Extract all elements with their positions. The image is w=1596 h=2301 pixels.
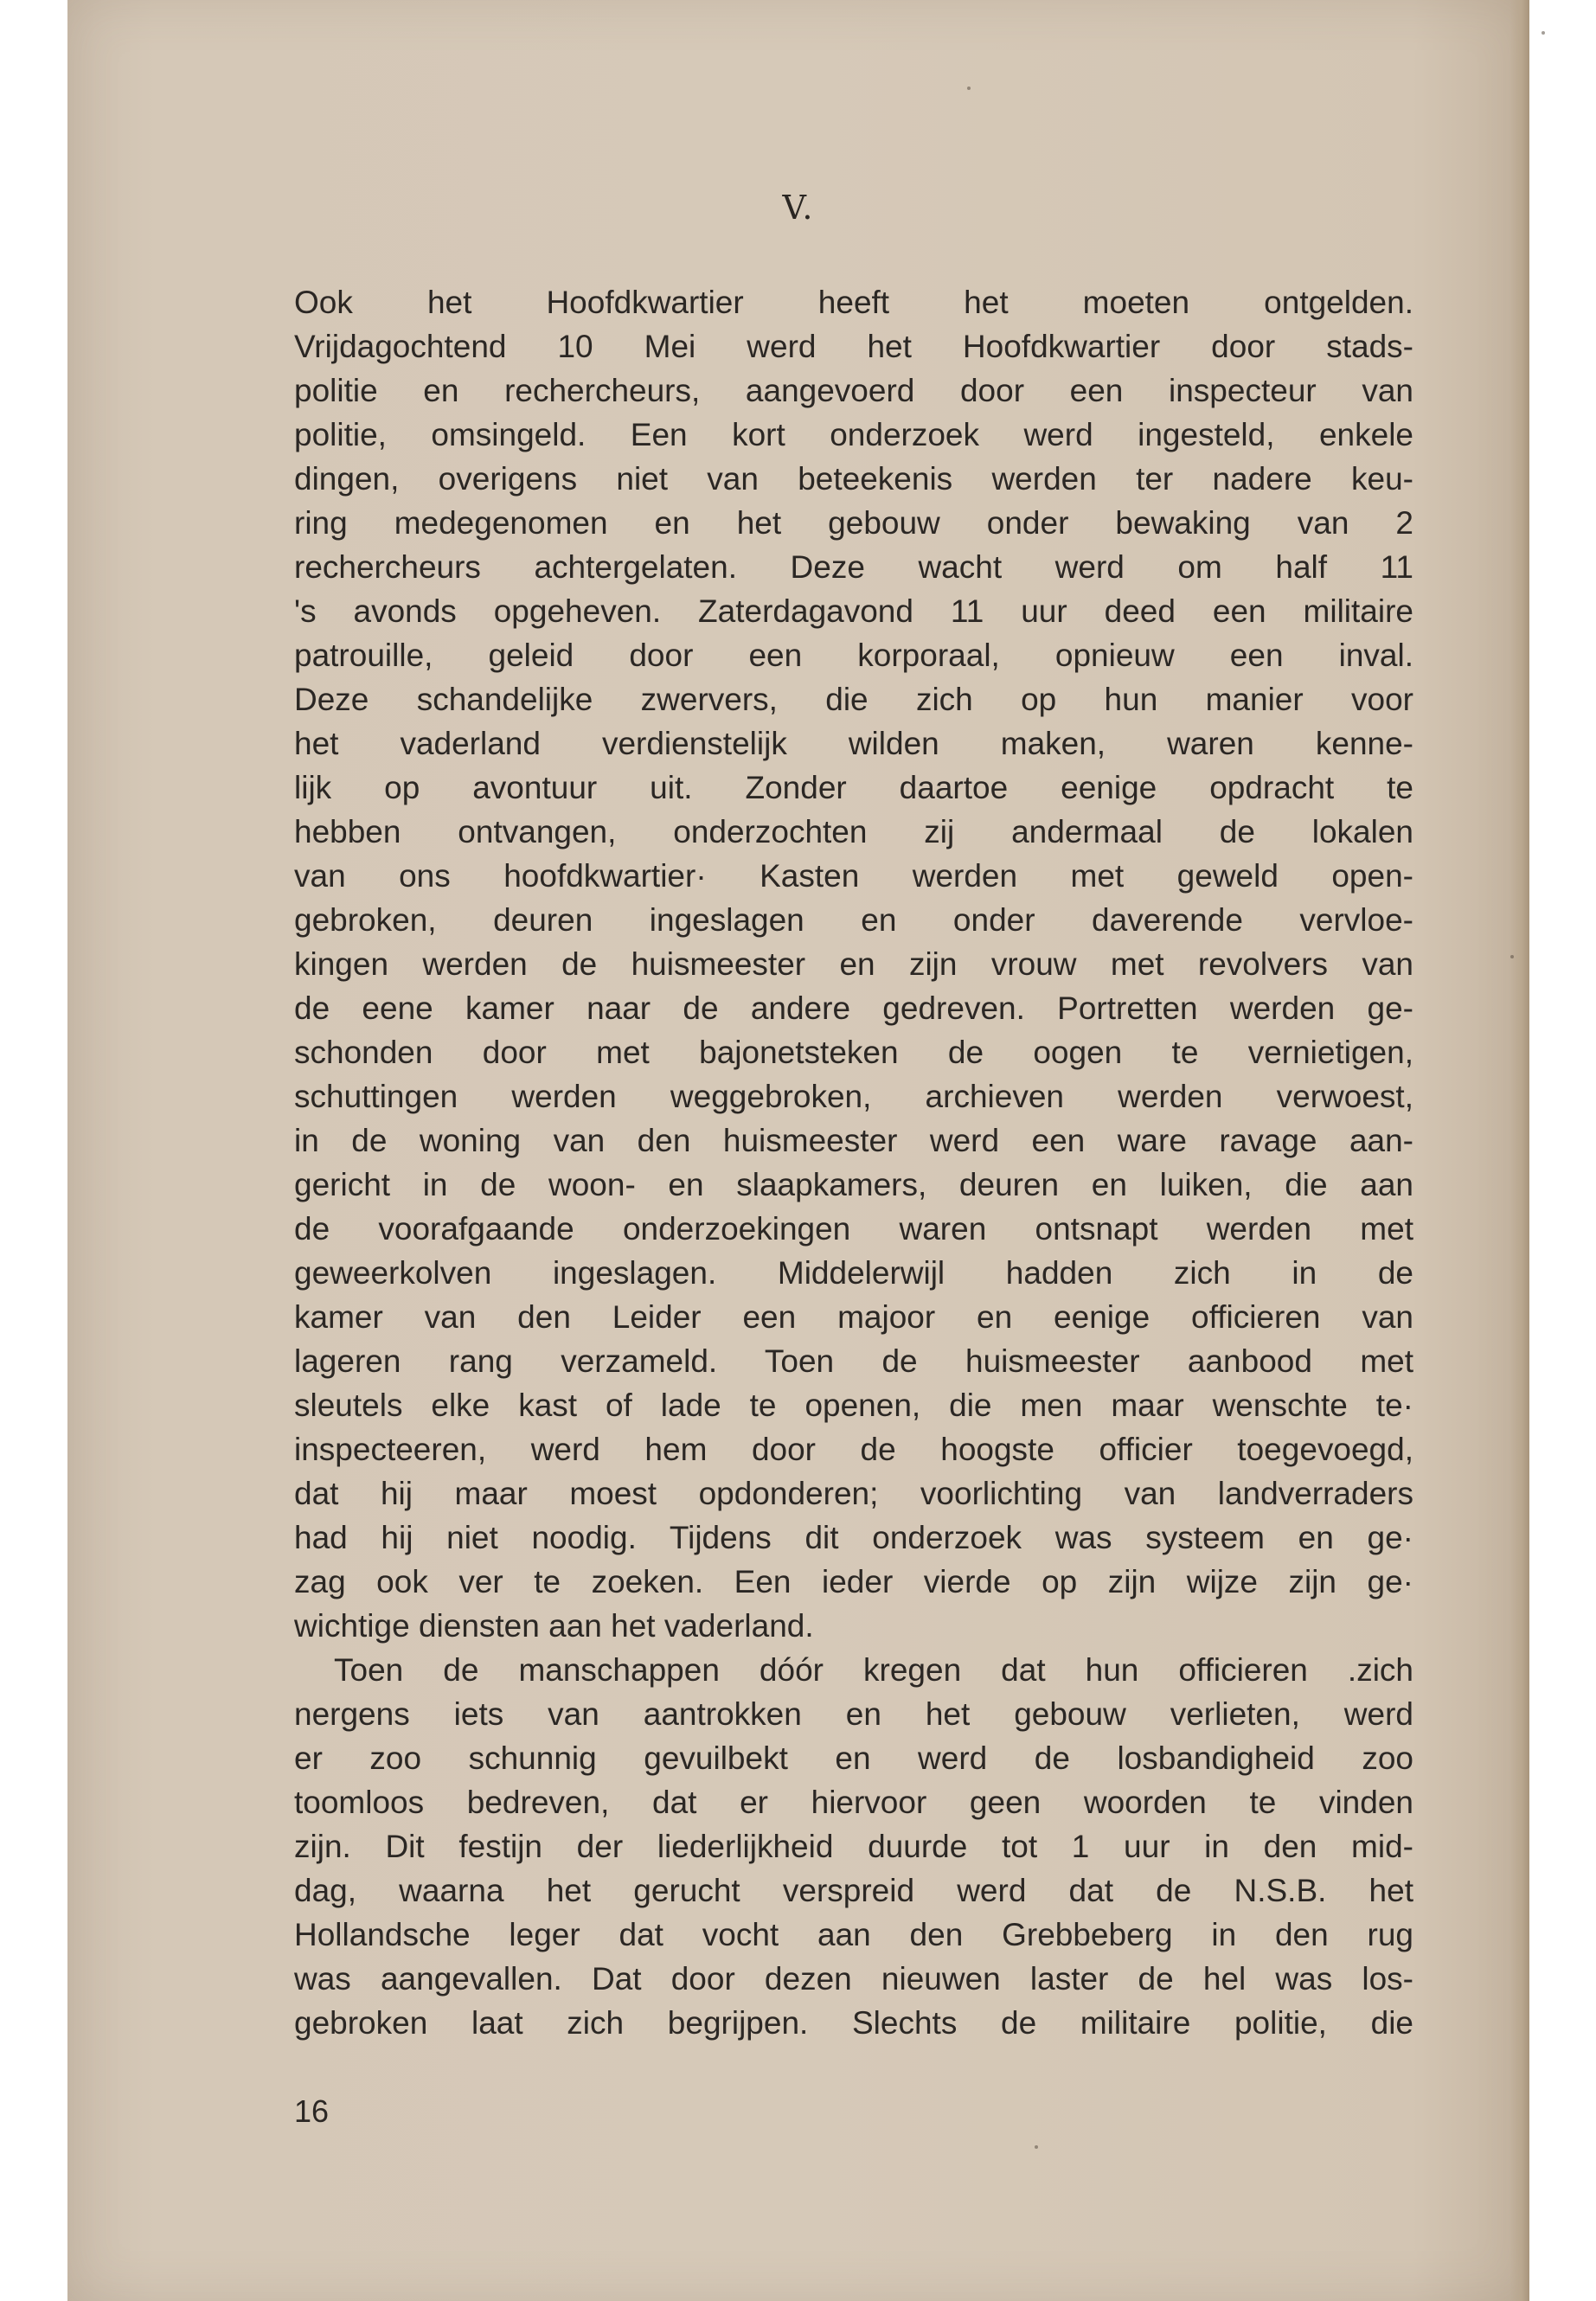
text-line: dag, waarna het gerucht verspreid werd dat de N.S.B. het bbox=[294, 1873, 1413, 1908]
text-line: nergens iets van aantrokken en het gebouw verlieten, werd bbox=[294, 1696, 1413, 1732]
text-line: gebroken, deuren ingeslagen en onder daverende vervloe- bbox=[294, 902, 1413, 938]
text-line: wichtige diensten aan het vaderland. bbox=[294, 1608, 814, 1644]
text-line: had hij niet noodig. Tijdens dit onderzoek was systeem en ge· bbox=[294, 1520, 1413, 1555]
text-line: sleutels elke kast of lade te openen, die men maar wenschte te· bbox=[294, 1388, 1413, 1423]
text-line: politie en rechercheurs, aangevoerd door een inspecteur van bbox=[294, 373, 1413, 408]
paper-speck bbox=[1510, 955, 1514, 958]
paper-speck bbox=[967, 87, 971, 90]
text-line: politie, omsingeld. Een kort onderzoek werd ingesteld, enkele bbox=[294, 417, 1413, 452]
text-line: er zoo schunnig gevuilbekt en werd de losbandigheid zoo bbox=[294, 1740, 1413, 1776]
text-line: dat hij maar moest opdonderen; voorlichting van landverraders bbox=[294, 1476, 1413, 1511]
text-line: schuttingen werden weggebroken, archieven werden verwoest, bbox=[294, 1079, 1413, 1114]
text-line: zijn. Dit festijn der liederlijkheid duurde tot 1 uur in den mid- bbox=[294, 1829, 1413, 1864]
text-line: 's avonds opgeheven. Zaterdagavond 11 uur deed een militaire bbox=[294, 593, 1413, 629]
text-line: Deze schandelijke zwervers, die zich op hun manier voor bbox=[294, 682, 1413, 717]
text-line: zag ook ver te zoeken. Een ieder vierde op zijn wijze zijn ge· bbox=[294, 1564, 1413, 1599]
text-line: patrouille, geleid door een korporaal, opnieuw een inval. bbox=[294, 638, 1413, 673]
text-line: inspecteeren, werd hem door de hoogste officier toegevoegd, bbox=[294, 1432, 1413, 1467]
text-line: hebben ontvangen, onderzochten zij andermaal de lokalen bbox=[294, 814, 1413, 849]
text-line: ring medegenomen en het gebouw onder bewaking van 2 bbox=[294, 505, 1413, 541]
scanned-page bbox=[67, 0, 1529, 2301]
text-line: lijk op avontuur uit. Zonder daartoe eenige opdracht te bbox=[294, 770, 1413, 805]
page-edge-shadow bbox=[1510, 0, 1529, 2301]
paper-speck bbox=[1542, 31, 1545, 35]
text-line: was aangevallen. Dat door dezen nieuwen laster de hel was los- bbox=[294, 1961, 1413, 1997]
text-line: het vaderland verdienstelijk wilden maken, waren kenne- bbox=[294, 726, 1413, 761]
chapter-heading: V. bbox=[782, 189, 815, 227]
text-line: Vrijdagochtend 10 Mei werd het Hoofdkwartier door stads- bbox=[294, 329, 1413, 364]
body-text bbox=[294, 280, 1413, 2045]
text-line: Ook het Hoofdkwartier heeft het moeten ontgelden. bbox=[294, 285, 1413, 320]
text-line: kingen werden de huismeester en zijn vrouw met revolvers van bbox=[294, 946, 1413, 982]
paper-speck bbox=[1035, 2145, 1038, 2149]
text-line: de eene kamer naar de andere gedreven. Portretten werden ge- bbox=[294, 990, 1413, 1026]
text-line: kamer van den Leider een majoor en eenige officieren van bbox=[294, 1299, 1413, 1335]
text-line: van ons hoofdkwartier· Kasten werden met geweld open- bbox=[294, 858, 1413, 894]
text-line: geweerkolven ingeslagen. Middelerwijl hadden zich in de bbox=[294, 1255, 1413, 1291]
text-line: rechercheurs achtergelaten. Deze wacht werd om half 11 bbox=[294, 549, 1413, 585]
text-line: lageren rang verzameld. Toen de huismeester aanbood met bbox=[294, 1343, 1413, 1379]
text-line: schonden door met bajonetsteken de oogen te vernietigen, bbox=[294, 1035, 1413, 1070]
page-number: 16 bbox=[294, 2093, 330, 2129]
text-line: de voorafgaande onderzoekingen waren ontsnapt werden met bbox=[294, 1211, 1413, 1247]
text-line: toomloos bedreven, dat er hiervoor geen woorden te vinden bbox=[294, 1785, 1413, 1820]
text-line: gebroken laat zich begrijpen. Slechts de militaire politie, die bbox=[294, 2005, 1413, 2041]
text-line: gericht in de woon- en slaapkamers, deuren en luiken, die aan bbox=[294, 1167, 1413, 1202]
text-line: dingen, overigens niet van beteekenis werden ter nadere keu- bbox=[294, 461, 1413, 497]
text-line: Toen de manschappen dóór kregen dat hun officieren .zich bbox=[334, 1652, 1413, 1688]
text-line: in de woning van den huismeester werd een ware ravage aan- bbox=[294, 1123, 1413, 1158]
text-line: Hollandsche leger dat vocht aan den Grebbeberg in den rug bbox=[294, 1917, 1413, 1952]
